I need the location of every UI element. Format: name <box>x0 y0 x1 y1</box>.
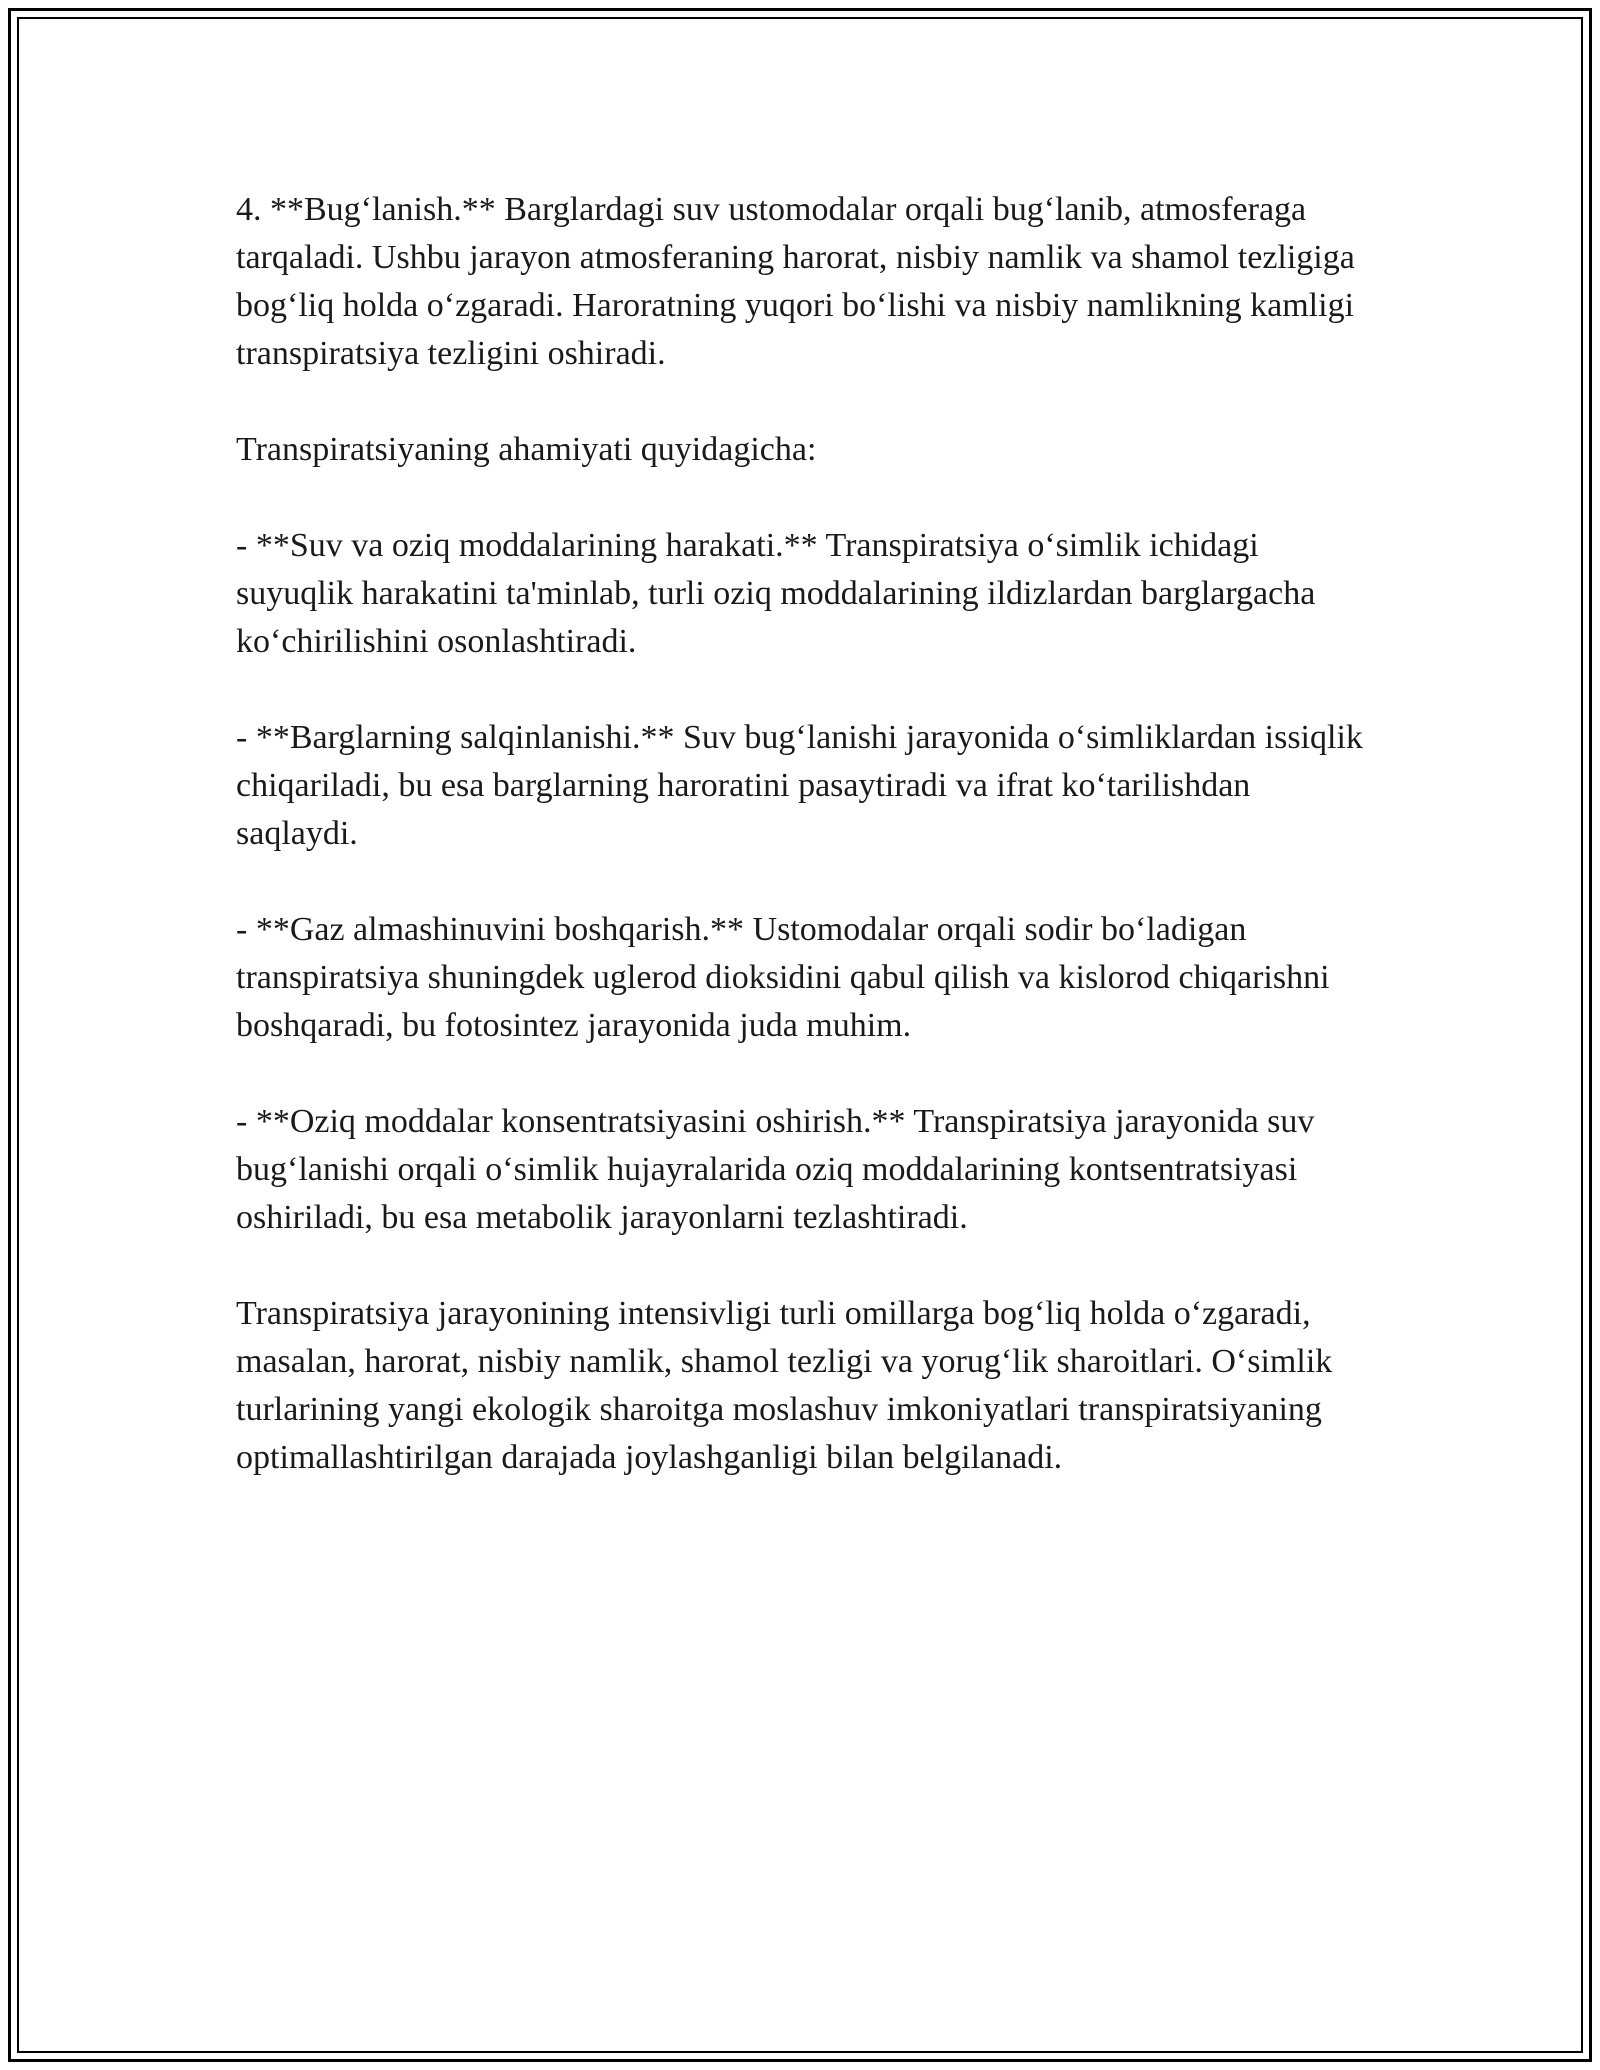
paragraph-evaporation: 4. **Bug‘lanish.** Barglardagi suv ustomodalar orqali bug‘lanib, atmosferaga tarqaladi. Ushbu jarayon atmosferaning harorat, nisbiy namlik va shamol tezligiga bog‘liq holda o‘zgaradi. Haroratning yuqori bo‘lishi va nisbiy namlikning kamligi transpiratsiya tezligini oshiradi. <box>236 191 1355 372</box>
list-item-nutrient-concentration: - **Oziq moddalar konsentratsiyasini oshirish.** Transpiratsiya jarayonida suv bug‘lanishi orqali o‘simlik hujayralarida oziq moddalarining kontsentratsiyasi oshiriladi, bu esa metabolik jarayonlarni tezlashtiradi. <box>236 1103 1315 1236</box>
list-item-water-nutrient-movement: - **Suv va oziq moddalarining harakati.** Transpiratsiya o‘simlik ichidagi suyuqlik harakatini ta'minlab, turli oziq moddalarining ildizlardan barglargacha ko‘chirilishini osonlashtiradi. <box>236 527 1316 660</box>
paragraph-importance-intro: Transpiratsiyaning ahamiyati quyidagicha: <box>236 431 817 468</box>
list-item-leaf-cooling: - **Barglarning salqinlanishi.** Suv bug‘lanishi jarayonida o‘simliklardan issiqlik chiqariladi, bu esa barglarning haroratini pasaytiradi va ifrat ko‘tarilishdan saqlaydi. <box>236 719 1363 852</box>
list-item-gas-exchange: - **Gaz almashinuvini boshqarish.** Ustomodalar orqali sodir bo‘ladigan transpiratsiya shuningdek uglerod dioksidini qabul qilish va kislorod chiqarishni boshqaradi, bu fotosintez jarayonida juda muhim. <box>236 911 1330 1044</box>
paragraph-conclusion: Transpiratsiya jarayonining intensivligi turli omillarga bog‘liq holda o‘zgaradi, masalan, harorat, nisbiy namlik, shamol tezligi va yorug‘lik sharoitlari. O‘simlik turlarining yangi ekologik sharoitga moslashuv imkoniyatlari transpiratsiyaning optimallashtirilgan darajada joylashganligi bilan belgilanadi. <box>236 1295 1333 1476</box>
document-body <box>236 186 1366 1482</box>
